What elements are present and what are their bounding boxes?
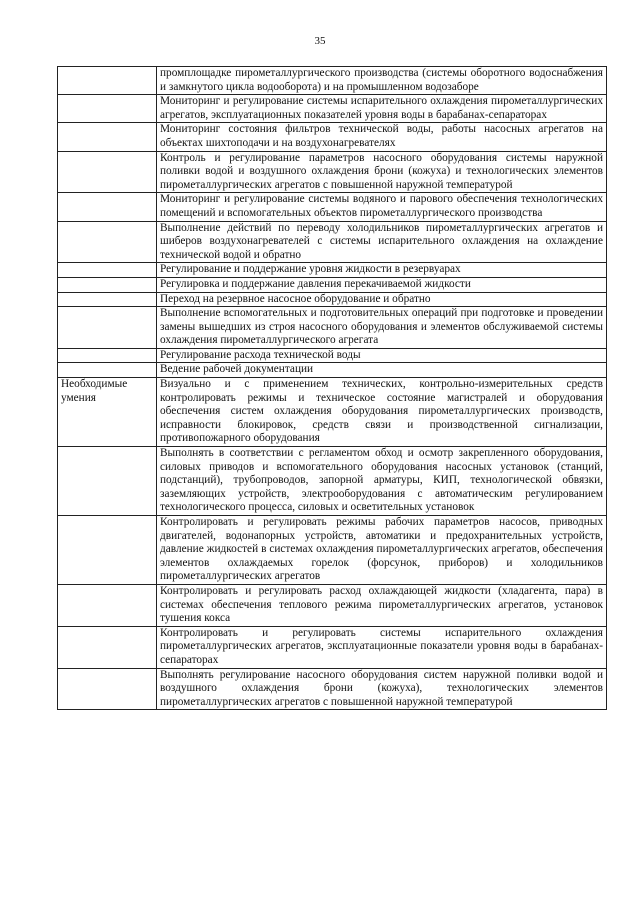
table-row — [58, 516, 607, 585]
row-text: промплощадке пирометаллургического производства (системы оборотного водоснабжения и замкнутого цикла водооборота) и на промышленном водозаборе — [157, 67, 607, 95]
table-row — [58, 263, 607, 278]
row-text: Выполнение вспомогательных и подготовительных операций при подготовке и проведении замены вышедших из строя насосного оборудования и элементов обслуживаемой системы охлаждения пирометаллургического агрегата — [157, 307, 607, 349]
row-label — [58, 67, 157, 95]
skills-table — [57, 66, 607, 710]
row-text: Мониторинг и регулирование системы водяного и парового обеспечения технологических помещений и вспомогательных объектов пирометаллургического производства — [157, 193, 607, 221]
table-row — [58, 307, 607, 349]
row-text: Визуально и с применением технических, контрольно-измерительных средств контролировать режимы и техническое состояние магистралей и оборудования обеспечения систем охлаждения оборудования пирометаллургических производств, исправности блокировок, средств связи и производственной сигнализации, противопожарного оборудования — [157, 378, 607, 447]
row-label — [58, 123, 157, 151]
row-text: Регулирование расхода технической воды — [157, 348, 607, 363]
row-text: Контролировать и регулировать режимы рабочих параметров насосов, приводных двигателей, водонапорных устройств, автоматики и предохранительных устройств, давление жидкостей в системах охлаждения пирометаллургических агрегатов, обеспечения элементов охлаждаемых горелок (форсунок, приборов) и холодильников пирометаллургических агрегатов — [157, 516, 607, 585]
table-row — [58, 151, 607, 193]
page-number: 35 — [314, 35, 326, 47]
row-text: Контролировать и регулировать системы испарительного охлаждения пирометаллургических агрегатов, эксплуатационные показатели уровня воды в барабанах-сепараторах — [157, 626, 607, 668]
row-label — [58, 95, 157, 123]
row-text: Контроль и регулирование параметров насосного оборудования системы наружной поливки водой и воздушного охлаждения брони (кожуха) и технологических элементов пирометаллургических агрегатов с повышенной наружной температурой — [157, 151, 607, 193]
table-row — [58, 123, 607, 151]
row-label — [58, 363, 157, 378]
table-row — [58, 668, 607, 710]
table-row — [58, 626, 607, 668]
row-label — [58, 263, 157, 278]
row-label — [58, 277, 157, 292]
row-label — [58, 447, 157, 516]
table-row — [58, 292, 607, 307]
table-row — [58, 584, 607, 626]
row-label — [58, 668, 157, 710]
row-label — [58, 516, 157, 585]
table-row — [58, 193, 607, 221]
row-text: Ведение рабочей документации — [157, 363, 607, 378]
row-text: Выполнение действий по переводу холодильников пирометаллургических агрегатов и шиберов воздухонагревателей с системы испарительного охлаждения на охлаждение технической водой и обратно — [157, 221, 607, 263]
table-row — [58, 447, 607, 516]
row-text: Переход на резервное насосное оборудование и обратно — [157, 292, 607, 307]
table-row — [58, 221, 607, 263]
row-text: Мониторинг состояния фильтров технической воды, работы насосных агрегатов на объектах шихтоподачи и на воздухонагревателях — [157, 123, 607, 151]
table-row — [58, 363, 607, 378]
row-label — [58, 307, 157, 349]
table-row — [58, 277, 607, 292]
row-label — [58, 151, 157, 193]
row-label — [58, 221, 157, 263]
row-label — [58, 193, 157, 221]
table-row — [58, 95, 607, 123]
row-text: Выполнять регулирование насосного оборудования систем наружной поливки водой и воздушного охлаждения брони (кожуха), технологических элементов пирометаллургических агрегатов с повышенной наружной температурой — [157, 668, 607, 710]
row-text: Регулировка и поддержание давления перекачиваемой жидкости — [157, 277, 607, 292]
table-row — [58, 67, 607, 95]
table-row — [58, 378, 607, 447]
row-text: Регулирование и поддержание уровня жидкости в резервуарах — [157, 263, 607, 278]
row-text: Мониторинг и регулирование системы испарительного охлаждения пирометаллургических агрегатов, эксплуатационных показателей уровня воды в барабанах-сепараторах — [157, 95, 607, 123]
row-label — [58, 348, 157, 363]
table-row — [58, 348, 607, 363]
row-label: Необходимые умения — [58, 378, 157, 447]
row-label — [58, 292, 157, 307]
row-label — [58, 626, 157, 668]
row-text: Контролировать и регулировать расход охлаждающей жидкости (хладагента, пара) в системах обеспечения теплового режима пирометаллургических агрегатов, установок тушения кокса — [157, 584, 607, 626]
row-text: Выполнять в соответствии с регламентом обход и осмотр закрепленного оборудования, силовых приводов и вспомогательного оборудования насосных установок (станций, подстанций), трубопроводов, запорной арматуры, КИП, технологической обвязки, заземляющих устройств, электрооборудования с автоматическим регулированием технологического процесса, силовых и осветительных установок — [157, 447, 607, 516]
row-label — [58, 584, 157, 626]
